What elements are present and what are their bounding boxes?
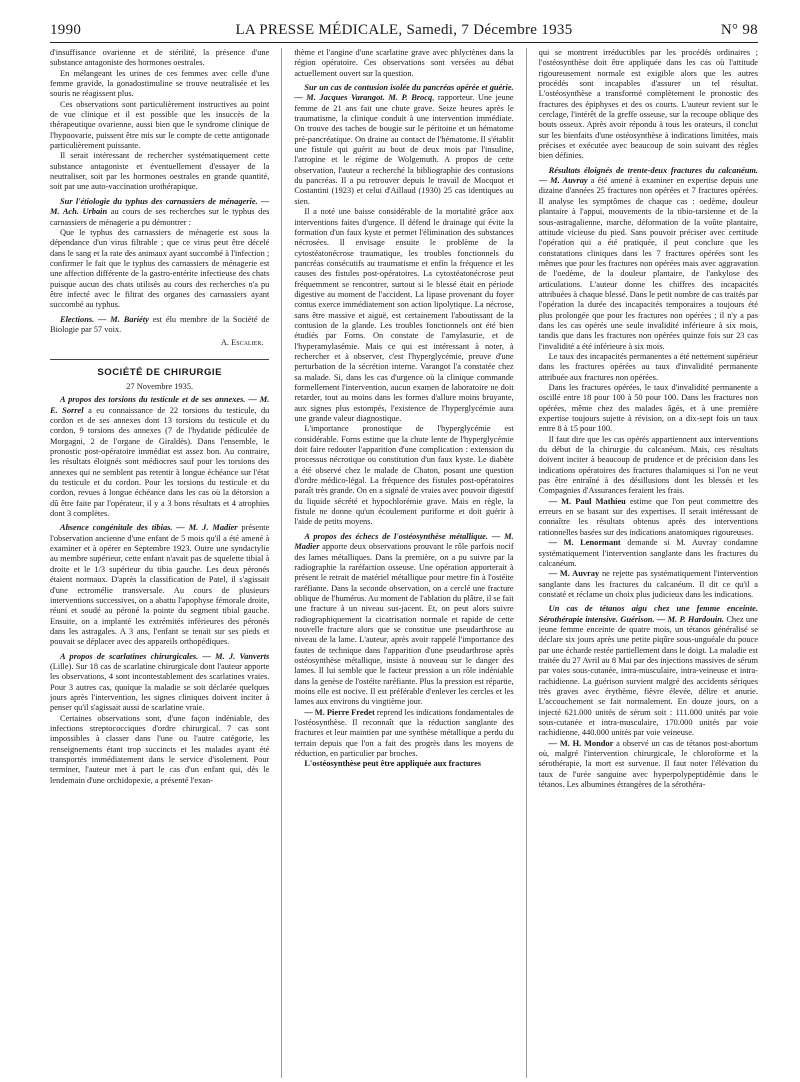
speaker-name: — M. H. Mondor xyxy=(548,738,614,748)
article-heading: Un cas de tétanos aigu chez une femme enceinte. Sérothérapie intensive. Guérison. — M. P. Hardouin. xyxy=(538,604,758,624)
journal-title: LA PRESSE MÉDICALE, Samedi, 7 Décembre 1935 xyxy=(235,22,573,38)
article-heading: A propos des échecs de l'ostéosynthèse métallique. — M. Madier xyxy=(294,531,514,552)
paragraph xyxy=(50,652,269,714)
article-text: Chez une jeune femme enceinte de quatre mois, un tétanos généralisé se déclare six jours après une petite piqûre sous-unguéale du pouce par une écharde restée partiellement dans le doigt. La maladie est traitée du 27 Avril au 8 Mai par des injections massives de sérum par voies sous-cutanée, intra-musculaire, intra-veineuse et intra-rachidienne. La guérison survient malgré des accidents sériques très graves avec érythème, fièvre élevée, délire et anurie. L'accouchement se fait normalement. En douze jours, on a injecté 621.000 unités de sérum soit : 111.000 unités par voie sous-cutanée et intra-musculaire, 170.000 unités par voie rachidienne, 440.000 unités par voie veineuse. xyxy=(538,614,758,738)
article-heading: Sur un cas de contusion isolée du pancréas opérée et guérie. — M. Jacques Varangot. M. P. Brocq xyxy=(294,83,514,103)
header-rule xyxy=(50,42,758,43)
paragraph: L'importance pronostique de l'hyperglycémie est considérable. Forns estime que la chute lente de l'hyperglycémie doit faire redouter l'apparition d'une complication : extension du processus nécrotique ou constitution d'un faux kyste. Le diabète a été observé chez le malade de Chaton, posant une question d'ordre médico-légal. La fréquence des fistules post-opératoires paraît très grande. On en a signalé de vraies avec pouvoir digestif du liquide sécrété et hypochlorémie grave. Mais en règle, la fistule ne donne qu'un écoulement puriforme et doit guérir à l'aide de petits moyens. xyxy=(294,424,514,527)
article-text: , rapporteur. Une jeune femme de 21 ans fait une chute grave. Seize heures après le traumatisme, la clinique conduit à une intervention immédiate. On trouve des taches de bougie sur le péritoine et un hématome pré-pancréatique. On draine au contact de l'hématome. Il s'établit une fistule qui guérit au bout de deux mois par l'insuline, l'atropine et le régime de Wolgemuth. A propos de cette observation, l'auteur a recherché la bibliographie des contusions du pancréas. Il a pu retrouver depuis le travail de Mocquot et Costantini (1923) et celui d'Aillaud (1930) 25 cas identiques au sien. xyxy=(294,93,514,206)
article-heading: A propos de scarlatines chirurgicales. — M. J. Vanverts xyxy=(60,651,270,661)
column-divider xyxy=(281,48,282,1078)
paragraph xyxy=(294,708,513,760)
paragraph xyxy=(539,538,758,569)
speaker-name: — M. Auvray xyxy=(548,569,600,579)
section-title: SOCIÉTÉ DE CHIRURGIE xyxy=(50,359,269,378)
article-text: (Lille). Sur 18 cas de scarlatine chirurgicale dont l'auteur apporte les observations, 4 sont incontestablement des scarlatines vraies. Pour 3 autres cas, quoique la maladie se soit déclarée quelques jours après l'intervention, les signes cliniques doivent inciter à penser qu'il s'agissait aussi de scarlatine vraie. xyxy=(50,661,270,713)
paragraph: Il faut dire que les cas opérés appartiennent aux interventions du début de la chirurgie du calcanéum. Mais, ces résultats doivent inciter à beaucoup de prudence et de précision dans les indications opératoires des fractures thalamiques si l'on ne veut pas être entraîné à des désillusions dont les blessés et les Compagnies d'Assurances feraient les frais. xyxy=(538,434,758,496)
paragraph xyxy=(294,83,513,207)
paragraph xyxy=(539,739,758,791)
paragraph: d'insuffisance ovarienne et de stérilité, la présence d'une substance antagoniste des hormones oestrales. xyxy=(50,48,270,68)
paragraph: Il serait intéressant de rechercher systématiquement cette substance antagoniste et éventuellement d'essayer de la neutraliser, soit par les hormones oestrales en grande quantité, soit par une auto-vaccination urothérapique. xyxy=(50,151,270,192)
article-text: est élu membre de la Société de Biologie par 57 voix. xyxy=(50,314,270,334)
article-heading: A propos des torsions du testicule et de ses annexes. — M. E. Sorrel xyxy=(50,395,270,415)
article-heading: Résultats éloignés de trente-deux fractures du calcanéum. — M. Auvray xyxy=(538,165,758,186)
article-text: présente l'observation ancienne d'une enfant de 5 mois qu'il a été amené à examiner et à opérer en Septembre 1923. Outre une syndactylie au membre supérieur, cette enfant n'avait pas de squelette tibial à droite et le 1/3 supérieur du tibia gauche. Les deux péronés étaient normaux. D'après la classification de Patel, il s'agissait d'une ectromélie transversale. Au cours de plusieurs interventions successives, on a abattu l'apophyse fémorale droite, réuni et soudé au péroné la pointe du segment tibial gauche. Ensuite, on a implanté les extrémités inférieures des péronés dans les astragales. A 3 ans, l'enfant se tenait sur ses pieds et pouvait se déplacer avec des appareils orthopédiques. xyxy=(50,523,270,647)
page-header xyxy=(50,22,758,40)
signature: A. Escalier. xyxy=(220,338,264,348)
column-3 xyxy=(539,48,758,1078)
paragraph: Dans les fractures opérées, le taux d'invalidité permanente a oscillé entre 18 pour 100 à 50 pour 100. Dans les fractures non opérées, même chez des malades âgés, et à une première expertise toujours sujette à révision, on a dix-sept fois un taux entre 8 à 15 pour 100. xyxy=(538,383,758,434)
article-text: estime que l'on peut commettre des erreurs en se basant sur des expertises. Il serait intéressant de connaître les résultats obtenus après des interventions rationnelles basées sur des indications anatomiques rigoureuses. xyxy=(538,496,758,537)
column-1 xyxy=(50,48,269,1078)
paragraph: Le taux des incapacités permanentes a été nettement supérieur dans les fractures opérées au taux d'invalidité permanente attribuée aux fractures non opérées. xyxy=(538,351,758,382)
paragraph xyxy=(50,523,269,647)
paragraph xyxy=(50,315,269,336)
paragraph xyxy=(539,604,758,738)
article-text: a observé un cas de tétanos post-abortum où, malgré l'intervention chirurgicale, le chloroforme et la sérothérapie, la mort est survenue. Il faut noter l'élévation du taux de l'urée sanguine avec hyperpolypeptidémie dans le tétanos. Les albumines étrangères de la sérothéra- xyxy=(538,738,758,790)
article-text: reprend les indications fondamentales de l'ostéosynthèse. Il reconnaît que la réduction sanglante des fractures et leur maintien par une synthèse métallique a perdu du terrain depuis que l'on a fait des progrès dans les moyens de réduction, en particulier par broches. xyxy=(294,707,514,759)
paragraph: Ces observations sont particulièrement instructives au point de vue clinique et il est possible que les insuccès de la thérapeutique ovarienne, aussi bien que le syndrome clinique de l'hypoovarie, puissent être mis sur le compte de cette antigonade particulièrement puissante. xyxy=(50,99,270,151)
issue-number: N° 98 xyxy=(720,22,758,38)
paragraph: Il a noté une baisse considérable de la mortalité grâce aux interventions faites d'urgence. Il défend le drainage qui évite la formation d'un faux kyste et permet l'élimination des substances nécrosées. Il envisage ensuite le problème de la cytostéatonécrose traumatique, les troubles fonctionnels du pancréas consécutifs au traumatisme et enfin la fréquence et les causes des fistules post-opératoires. La cytostéatonécrose peut fréquemment se rencontrer, surtout si le blessé était en période digestive au moment de l'accident. La lipase provenant du foyer contus exerce immédiatement son action lipolytique. La nécrose, sans être massive et aiguë, est certainement l'aboutissant de la contusion de la glande. Les troubles fonctionnels ont été bien étudiés par Forns. On constate de l'amylasurie, et de l'hyperamylasémie. Mais ce qui est intéressant à noter, à rechercher et à observer, c'est l'hyperglycémie, preuve d'une perturbation de la sécrétion interne. Varangot l'a constatée chez sa malade. Si, dans les cas d'urgence où la clinique commande formellement l'intervention, aucun examen de laboratoire ne doit retarder, tout au moins dans les formes d'allure moins bruyante, aux signes plus estompés, l'existence de l'hyperglycémie aura une grande valeur diagnostique. xyxy=(294,207,514,424)
page-number: 1990 xyxy=(50,22,82,38)
column-2 xyxy=(294,48,513,1078)
article-text: a été amené à examiner en expertise depuis une dizaine d'années 25 fractures non opérées et 7 fractures opérées. Il analyse les symptômes de chaque cas : oedème, douleur plantaire à l'appui, mouvements de la tibio-tarsienne et de la sous-astragalienne, marche, déformation de la voûte plantaire, attitude vicieuse du pied. Sans pouvoir préciser avec certitude l'opération qui a été pratiquée, il peut conclure que les constatations cliniques dans les 7 fractures opérées sont les mêmes que pour les fractures non opérées mais avec aggravation de l'oedème, de la douleur plantaire, de l'ankylose des articulations. L'auteur donne les chiffres des incapacités attribuées à chaque blessé. Dans le petit nombre de cas traités par l'opération la durée des incapacités temporaires a toujours été plus prolongée que pour les fractures non opérées ; il n'y a pas dans les cas opérés une seule invalidité inférieure à six mois, tandis que dans les fractures non opérées quinze fois sur 23 cas l'invalidité a été inférieure à six mois. xyxy=(538,176,758,351)
speaker-name: — M. Paul Mathieu xyxy=(548,496,626,506)
paragraph xyxy=(539,497,758,538)
paragraph xyxy=(50,197,269,228)
paragraph xyxy=(294,532,513,708)
article-text: au cours de ses recherches sur le typhus des carnassiers de ménagerie a pu démontrer : xyxy=(50,207,270,227)
article-heading: Sur l'étiologie du typhus des carnassiers de ménagerie. — M. Ach. Urbain xyxy=(50,196,270,217)
article-text: ne rejette pas systématiquement l'intervention sanglante dans les fractures du calcanéum. Il dit ce qu'il a constaté et réclame un choix plus judicieux dans les indications. xyxy=(538,569,758,599)
paragraph: qui se montrent irréductibles par les procédés ordinaires ; l'ostéosynthèse doit être appliquée dans les cas où l'attitude rigoureusement normale est exigible alors que les autres procédés sont incapables d'assurer un tel résultat. L'ostéosynthèse a transformé complètement le pronostic des fractures des épiphyses et des os courts. L'auteur revient sur le cerclage, l'intérêt de la greffe osseuse, sur la recoupe oblique des bouts osseux. Après avoir répondu à tous les orateurs, il conclut sur les bienfaits d'une ostéosynthèse à indications limitées, mais précises et exécutée avec beaucoup de soin suivant des règles bien définies. xyxy=(538,48,758,161)
column-divider xyxy=(526,48,527,1078)
article-text: a eu connaissance de 22 torsions du testicule, du cordon et de ses annexes dont 13 torsions du testicule et du cordon, 9 torsions des annexes (7 de l'hydatide pédiculée de Morgagni, 2 de l'organe de Giraldès). Dans l'ensemble, le pronostic post-opératoire immédiat est assez bon. Au contraire, les résultats éloignés sont médiocres sauf pour les torsions des annexes qui ne semblent pas retentir à longue échéance sur l'état du testicule et du cordon. Pour les torsions du testicule et du cordon, revues à longue échéance dans les cas où la détorsion a dû être faite par l'opérateur, il y a 3 bons résultats et 4 atrophies dont 3 complètes. xyxy=(50,405,270,519)
paragraph: Que le typhus des carnassiers de ménagerie est sous la dépendance d'un virus filtrable ; que ce virus peut être décelé dans le sang et la rate des animaux ayant succombé à l'infection ; confirmer le fait que le typhus des carnassiers de ménagerie est une affection différente de la gastro-entérite infectieuse des chats puisque aucun des chats utilisés au cours des recherches n'a pu être infecté avec le filtrat des organes des carnassiers ayant succombé au typhus. xyxy=(50,227,270,310)
article-columns xyxy=(50,48,758,1078)
article-text: demande si M. Auvray condamne systématiquement l'intervention sanglante dans les fractures du calcanéum. xyxy=(538,538,758,568)
session-date: 27 Novembre 1935. xyxy=(126,381,194,391)
paragraph: L'ostéosynthèse peut être appliquée aux fractures xyxy=(304,759,482,769)
article-heading: Absence congénitale des tibias. — M. J. Madier xyxy=(60,523,238,533)
article-text: apporte deux observations prouvant le rôle parfois nocif des lames métalliques. Dans la première, on a pu suivre par la radiographie la raréfaction osseuse. Une opération apporterait à présent le retrait de matériel métallique pour mettre fin à l'ostéite raréfiante. Dans la seconde observation, on a cerclé une fracture oblique de l'humérus. Au moment de l'ablation du plâtre, il se fait une fracture à un niveau sus-jacent. Et, on peut alors suivre radiographiquement la cicatrisation normale et rapide de cette nouvelle fracture alors que se constitue une pseudarthrose au niveau de la lame. L'auteur, après avoir rappelé l'importance des fautes de technique dans l'apparition d'une pseudarthrose après ostéosynthèse métallique, insiste à nouveau sur le danger des lames. Il lui semble que le facteur pression a un rôle indéniable dans la genèse de l'ostéite raréfiante. Plus la pression est répartie, moins elle est nocive. Il est préférable d'enlever les cercles et les lames aux environs du vingtième jour. xyxy=(294,542,514,707)
paragraph: En mélangeant les urines de ces femmes avec celle d'une femme gravide, la gonadostimuline se trouve neutralisée et les souris ne réagissent plus. xyxy=(50,68,270,99)
paragraph xyxy=(539,166,758,352)
paragraph: thème et l'angine d'une scarlatine grave avec phlyctènes dans la région opératoire. Ces observations sont versées au débat actuellement ouvert sur la question. xyxy=(294,48,514,78)
speaker-name: — M. Pierre Fredet xyxy=(304,707,375,717)
article-heading: Elections. — M. Bariéty xyxy=(60,314,149,324)
paragraph xyxy=(50,395,269,519)
paragraph: Certaines observations sont, d'une façon indéniable, des infections streptococciques d'ordre chirurgical. 7 cas sont impossibles à classer dans l'une ou l'autre catégorie, les renseignements étant trop succincts et les malades ayant été transportés immédiatement dans le service d'isolement. Pour terminer, l'auteur met à part le cas d'un enfant qui, dès le lendemain d'une orchidopexie, a présenté l'exan- xyxy=(50,713,270,785)
speaker-name: — M. Lenormant xyxy=(548,538,621,548)
paragraph xyxy=(539,569,758,600)
